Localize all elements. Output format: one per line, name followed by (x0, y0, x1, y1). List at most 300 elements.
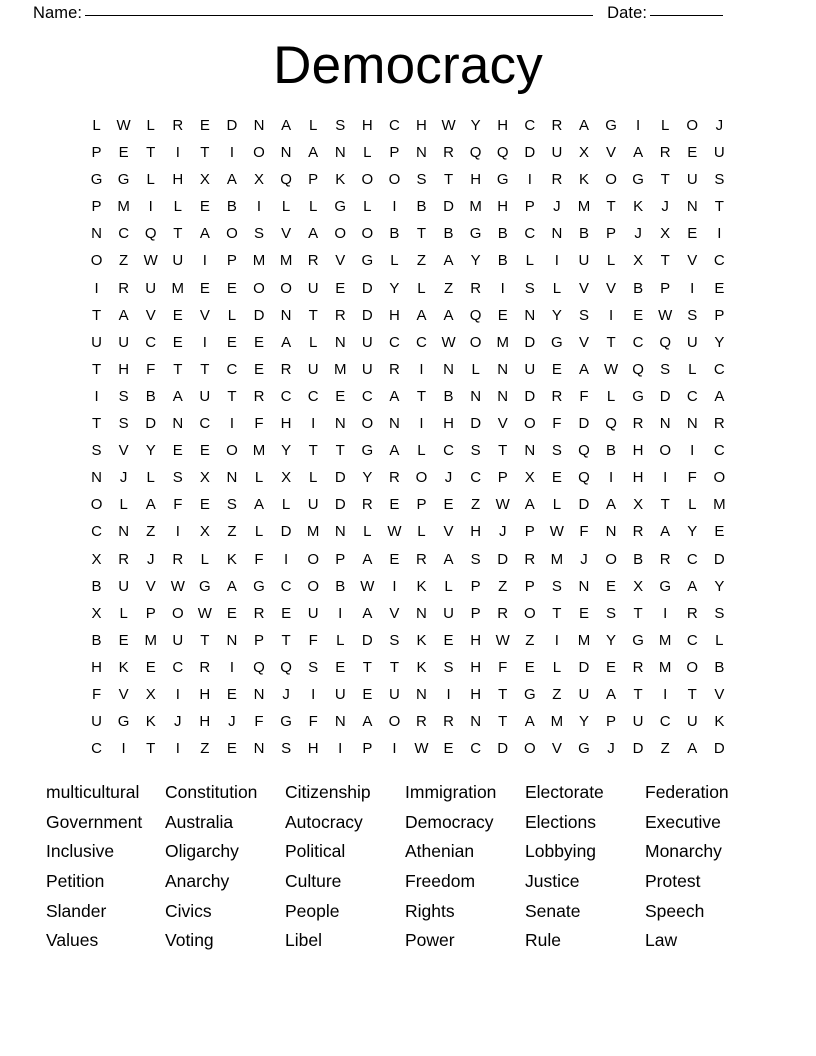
grid-cell[interactable]: N (659, 415, 671, 433)
grid-cell[interactable]: C (686, 631, 698, 649)
grid-cell[interactable]: Q (280, 658, 292, 676)
grid-cell[interactable]: T (173, 360, 183, 378)
grid-cell[interactable]: R (253, 387, 265, 405)
grid-cell[interactable]: U (172, 631, 184, 649)
grid-cell[interactable]: I (419, 415, 424, 433)
grid-cell[interactable]: P (91, 144, 102, 162)
grid-cell[interactable]: O (361, 415, 374, 433)
grid-cell[interactable]: O (415, 469, 428, 487)
grid-cell[interactable]: B (497, 225, 508, 243)
grid-cell[interactable]: F (173, 496, 183, 514)
grid-cell[interactable]: A (226, 171, 237, 189)
grid-cell[interactable]: B (91, 577, 102, 595)
grid-cell[interactable]: A (443, 306, 454, 324)
grid-cell[interactable]: C (524, 117, 536, 134)
grid-cell[interactable]: S (118, 415, 129, 433)
grid-cell[interactable]: L (417, 523, 426, 541)
grid-cell[interactable]: L (200, 550, 210, 568)
grid-cell[interactable]: L (606, 252, 616, 270)
grid-cell[interactable]: E (199, 198, 210, 216)
grid-cell[interactable]: P (524, 198, 535, 216)
grid-cell[interactable]: P (335, 550, 346, 568)
grid-cell[interactable]: C (443, 442, 454, 460)
grid-cell[interactable]: L (173, 198, 182, 216)
grid-cell[interactable]: A (606, 685, 617, 703)
grid-cell[interactable]: R (632, 523, 644, 541)
grid-cell[interactable]: D (578, 658, 590, 676)
grid-cell[interactable]: B (226, 198, 237, 216)
grid-cell[interactable]: R (334, 306, 346, 324)
grid-cell[interactable]: E (118, 144, 129, 162)
word-list-item[interactable]: multicultural (46, 782, 140, 802)
word-list-item[interactable]: Electorate (525, 782, 604, 802)
grid-cell[interactable]: M (658, 658, 672, 676)
grid-cell[interactable]: B (497, 252, 508, 270)
grid-cell[interactable]: C (416, 333, 427, 351)
grid-cell[interactable]: O (253, 144, 265, 162)
grid-cell[interactable]: B (606, 442, 617, 460)
grid-cell[interactable]: I (554, 631, 559, 649)
grid-cell[interactable]: N (118, 523, 130, 541)
grid-cell[interactable]: I (94, 387, 99, 405)
grid-cell[interactable]: D (659, 387, 671, 405)
grid-cell[interactable]: G (605, 117, 617, 134)
grid-cell[interactable]: U (307, 279, 319, 297)
grid-cell[interactable]: H (470, 685, 482, 703)
grid-cell[interactable]: I (148, 198, 153, 216)
grid-cell[interactable]: J (282, 685, 290, 703)
grid-cell[interactable]: J (553, 198, 561, 216)
word-list-item[interactable]: Autocracy (285, 811, 363, 832)
grid-cell[interactable]: L (390, 252, 399, 270)
grid-cell[interactable]: R (361, 496, 373, 514)
grid-cell[interactable]: I (527, 171, 532, 189)
grid-cell[interactable]: B (714, 658, 725, 676)
grid-cell[interactable]: G (117, 171, 130, 189)
grid-cell[interactable]: T (660, 252, 670, 270)
grid-cell[interactable]: G (632, 631, 644, 649)
grid-cell[interactable]: P (416, 496, 427, 514)
grid-cell[interactable]: A (633, 144, 644, 162)
grid-cell[interactable]: A (606, 496, 617, 514)
grid-cell[interactable]: S (172, 469, 183, 487)
grid-cell[interactable]: W (549, 523, 564, 541)
grid-cell[interactable]: C (524, 225, 536, 243)
grid-cell[interactable]: C (470, 740, 482, 758)
grid-cell[interactable]: N (470, 713, 482, 731)
grid-cell[interactable]: R (686, 604, 698, 622)
grid-cell[interactable]: O (605, 550, 617, 568)
grid-cell[interactable]: Q (280, 171, 292, 189)
grid-cell[interactable]: T (633, 685, 643, 703)
grid-cell[interactable]: G (496, 171, 509, 189)
grid-cell[interactable]: O (713, 469, 726, 487)
grid-cell[interactable]: W (360, 577, 375, 595)
grid-cell[interactable]: W (414, 740, 429, 758)
grid-cell[interactable]: I (554, 252, 559, 270)
grid-cell[interactable]: L (119, 604, 128, 622)
grid-cell[interactable]: Q (578, 469, 590, 487)
grid-cell[interactable]: T (308, 306, 318, 324)
grid-cell[interactable]: W (143, 252, 158, 270)
grid-cell[interactable]: G (280, 713, 292, 731)
grid-cell[interactable]: C (91, 523, 102, 541)
grid-cell[interactable]: N (334, 333, 346, 351)
grid-cell[interactable]: K (118, 658, 129, 676)
grid-cell[interactable]: A (172, 387, 183, 405)
word-list-item[interactable]: Culture (285, 871, 342, 892)
grid-cell[interactable]: U (713, 144, 725, 162)
grid-cell[interactable]: X (199, 171, 210, 189)
grid-cell[interactable]: N (280, 306, 292, 324)
grid-cell[interactable]: B (335, 577, 346, 595)
grid-cell[interactable]: X (524, 469, 535, 487)
grid-cell[interactable]: O (605, 171, 617, 189)
word-list-item[interactable]: Slander (46, 900, 107, 921)
grid-cell[interactable]: S (308, 658, 319, 676)
grid-cell[interactable]: N (91, 225, 102, 243)
grid-cell[interactable]: X (91, 604, 102, 622)
grid-cell[interactable]: I (229, 415, 235, 433)
grid-cell[interactable]: E (172, 306, 183, 324)
grid-cell[interactable]: D (632, 740, 644, 758)
grid-cell[interactable]: L (119, 496, 128, 514)
grid-cell[interactable]: T (687, 685, 697, 703)
word-list-item[interactable]: Law (645, 930, 678, 951)
grid-cell[interactable]: E (362, 685, 373, 703)
grid-cell[interactable]: N (253, 685, 265, 703)
grid-cell[interactable]: I (229, 658, 235, 676)
grid-cell[interactable]: H (632, 442, 644, 460)
grid-cell[interactable]: H (416, 117, 427, 134)
grid-cell[interactable]: Q (469, 144, 482, 162)
grid-cell[interactable]: G (551, 333, 563, 351)
grid-cell[interactable]: T (660, 171, 670, 189)
grid-cell[interactable]: M (144, 631, 157, 649)
grid-cell[interactable]: I (311, 685, 316, 703)
grid-cell[interactable]: G (632, 387, 644, 405)
grid-cell[interactable]: H (172, 171, 184, 189)
grid-cell[interactable]: C (388, 117, 400, 134)
grid-cell[interactable]: T (146, 144, 156, 162)
grid-cell[interactable]: R (172, 550, 184, 568)
grid-cell[interactable]: E (606, 577, 617, 595)
grid-cell[interactable]: S (416, 171, 427, 189)
grid-cell[interactable]: B (578, 225, 589, 243)
grid-cell[interactable]: N (253, 740, 265, 758)
grid-cell[interactable]: A (443, 252, 454, 270)
grid-cell[interactable]: A (524, 496, 535, 514)
grid-cell[interactable]: E (551, 360, 562, 378)
grid-cell[interactable]: T (633, 604, 643, 622)
grid-cell[interactable]: T (308, 442, 318, 460)
grid-cell[interactable]: R (497, 604, 509, 622)
grid-cell[interactable]: I (608, 469, 614, 487)
grid-cell[interactable]: A (389, 442, 400, 460)
grid-cell[interactable]: O (226, 442, 238, 460)
word-list-item[interactable]: Monarchy (645, 841, 722, 862)
grid-cell[interactable]: J (715, 117, 724, 134)
grid-cell[interactable]: N (578, 577, 590, 595)
grid-cell[interactable]: I (392, 198, 397, 216)
grid-cell[interactable]: G (334, 198, 347, 216)
grid-cell[interactable]: J (607, 740, 615, 758)
grid-cell[interactable]: N (686, 415, 698, 433)
grid-cell[interactable]: C (713, 442, 725, 460)
grid-cell[interactable]: L (688, 360, 697, 378)
grid-cell[interactable]: O (686, 658, 699, 676)
grid-cell[interactable]: R (388, 469, 400, 487)
word-list-item[interactable]: People (285, 900, 340, 921)
grid-cell[interactable]: D (443, 198, 454, 216)
grid-cell[interactable]: Q (253, 658, 265, 676)
grid-cell[interactable]: T (416, 225, 427, 243)
grid-cell[interactable]: N (524, 306, 536, 324)
grid-cell[interactable]: G (253, 577, 265, 595)
grid-cell[interactable]: W (658, 306, 673, 324)
grid-cell[interactable]: I (690, 279, 695, 297)
grid-cell[interactable]: S (470, 550, 481, 568)
grid-cell[interactable]: I (392, 577, 397, 595)
grid-cell[interactable]: O (523, 415, 536, 433)
grid-cell[interactable]: Y (470, 117, 481, 134)
grid-cell[interactable]: U (686, 171, 698, 189)
grid-cell[interactable]: L (661, 117, 670, 134)
grid-cell[interactable]: X (281, 469, 292, 487)
grid-cell[interactable]: A (443, 550, 454, 568)
grid-cell[interactable]: L (552, 496, 562, 514)
grid-cell[interactable]: L (552, 658, 562, 676)
grid-cell[interactable]: S (551, 442, 562, 460)
grid-cell[interactable]: X (660, 225, 671, 243)
grid-cell[interactable]: C (470, 469, 482, 487)
grid-cell[interactable]: B (443, 225, 454, 243)
grid-cell[interactable]: T (606, 333, 616, 351)
word-list-item[interactable]: Athenian (405, 841, 475, 862)
grid-cell[interactable]: P (497, 469, 508, 487)
grid-cell[interactable]: U (686, 333, 698, 351)
grid-cell[interactable]: L (363, 144, 372, 162)
grid-cell[interactable]: E (578, 604, 589, 622)
grid-cell[interactable]: V (199, 306, 210, 324)
grid-cell[interactable]: Y (687, 523, 698, 541)
grid-cell[interactable]: S (660, 360, 671, 378)
grid-cell[interactable]: F (254, 713, 264, 731)
word-list-item[interactable]: Anarchy (165, 871, 230, 892)
grid-cell[interactable]: E (226, 685, 237, 703)
grid-cell[interactable]: Y (551, 306, 562, 324)
grid-cell[interactable]: C (686, 550, 698, 568)
grid-cell[interactable]: U (686, 713, 698, 731)
grid-cell[interactable]: W (170, 577, 185, 595)
word-list-item[interactable]: Speech (645, 900, 705, 921)
grid-cell[interactable]: N (253, 117, 265, 134)
grid-cell[interactable]: E (226, 740, 237, 758)
grid-cell[interactable]: M (577, 198, 591, 216)
grid-cell[interactable]: H (470, 171, 482, 189)
grid-cell[interactable]: T (200, 360, 210, 378)
grid-cell[interactable]: I (229, 144, 235, 162)
grid-cell[interactable]: Q (659, 333, 672, 351)
grid-cell[interactable]: A (199, 225, 210, 243)
grid-cell[interactable]: H (307, 740, 319, 758)
grid-cell[interactable]: I (636, 117, 641, 134)
grid-cell[interactable]: A (687, 740, 698, 758)
grid-cell[interactable]: T (200, 631, 210, 649)
grid-cell[interactable]: W (603, 360, 619, 378)
grid-cell[interactable]: L (444, 577, 453, 595)
grid-cell[interactable]: E (443, 631, 454, 649)
grid-cell[interactable]: M (252, 252, 266, 270)
grid-cell[interactable]: E (226, 279, 237, 297)
grid-cell[interactable]: N (416, 604, 427, 622)
grid-cell[interactable]: R (632, 415, 644, 433)
grid-cell[interactable]: M (550, 713, 564, 731)
grid-cell[interactable]: W (387, 523, 402, 541)
grid-cell[interactable]: L (417, 279, 426, 297)
grid-cell[interactable]: U (578, 252, 590, 270)
grid-cell[interactable]: S (389, 631, 400, 649)
grid-cell[interactable]: L (606, 387, 616, 405)
grid-cell[interactable]: E (172, 333, 183, 351)
grid-cell[interactable]: O (90, 252, 103, 270)
name-answer-line[interactable] (85, 14, 593, 16)
grid-cell[interactable]: S (714, 171, 725, 189)
grid-cell[interactable]: M (550, 550, 564, 568)
grid-cell[interactable]: A (687, 577, 698, 595)
grid-cell[interactable]: E (443, 496, 454, 514)
grid-cell[interactable]: F (146, 360, 156, 378)
grid-cell[interactable]: L (227, 306, 237, 324)
grid-cell[interactable]: I (690, 442, 695, 460)
grid-cell[interactable]: A (660, 523, 671, 541)
grid-cell[interactable]: Q (605, 415, 617, 433)
grid-cell[interactable]: U (361, 333, 373, 351)
grid-cell[interactable]: A (362, 604, 373, 622)
grid-cell[interactable]: Q (496, 144, 509, 162)
grid-cell[interactable]: J (228, 713, 236, 731)
grid-cell[interactable]: M (496, 333, 509, 351)
grid-cell[interactable]: R (253, 604, 265, 622)
grid-cell[interactable]: N (551, 225, 563, 243)
grid-cell[interactable]: T (416, 387, 427, 405)
grid-cell[interactable]: E (199, 496, 210, 514)
grid-cell[interactable]: I (121, 740, 126, 758)
grid-cell[interactable]: H (632, 469, 644, 487)
grid-cell[interactable]: M (713, 496, 726, 514)
grid-cell[interactable]: B (145, 387, 156, 405)
grid-cell[interactable]: E (524, 658, 535, 676)
grid-cell[interactable]: V (714, 685, 725, 703)
grid-cell[interactable]: D (361, 631, 373, 649)
grid-cell[interactable]: S (254, 225, 265, 243)
grid-cell[interactable]: D (578, 415, 590, 433)
grid-cell[interactable]: S (578, 306, 589, 324)
grid-cell[interactable]: O (226, 225, 238, 243)
grid-cell[interactable]: A (145, 496, 156, 514)
word-list-item[interactable]: Government (46, 811, 143, 832)
grid-cell[interactable]: N (334, 144, 346, 162)
grid-cell[interactable]: I (717, 225, 722, 243)
grid-cell[interactable]: V (389, 604, 400, 622)
grid-cell[interactable]: M (658, 631, 672, 649)
grid-cell[interactable]: D (334, 496, 346, 514)
grid-cell[interactable]: G (361, 252, 374, 270)
grid-cell[interactable]: G (578, 740, 590, 758)
grid-cell[interactable]: C (659, 713, 671, 731)
grid-cell[interactable]: L (715, 631, 724, 649)
word-list-item[interactable]: Voting (165, 930, 214, 951)
grid-cell[interactable]: H (470, 631, 482, 649)
grid-cell[interactable]: O (659, 442, 672, 460)
grid-cell[interactable]: M (469, 198, 482, 216)
grid-cell[interactable]: T (498, 685, 508, 703)
grid-cell[interactable]: R (713, 415, 725, 433)
grid-cell[interactable]: J (119, 469, 128, 487)
grid-cell[interactable]: L (281, 198, 291, 216)
grid-cell[interactable]: U (307, 360, 319, 378)
grid-cell[interactable]: G (90, 171, 103, 189)
grid-cell[interactable]: A (416, 306, 427, 324)
grid-cell[interactable]: N (334, 523, 346, 541)
grid-cell[interactable]: V (118, 442, 129, 460)
grid-cell[interactable]: N (226, 631, 238, 649)
grid-cell[interactable]: I (175, 144, 180, 162)
grid-cell[interactable]: C (686, 387, 698, 405)
grid-cell[interactable]: T (498, 713, 508, 731)
grid-cell[interactable]: T (389, 658, 399, 676)
word-list-item[interactable]: Freedom (405, 871, 476, 892)
grid-cell[interactable]: E (714, 523, 725, 541)
grid-cell[interactable]: R (280, 360, 292, 378)
grid-cell[interactable]: L (471, 360, 480, 378)
grid-cell[interactable]: J (146, 550, 155, 568)
grid-cell[interactable]: K (145, 713, 156, 731)
grid-cell[interactable]: Z (552, 685, 562, 703)
grid-cell[interactable]: O (307, 577, 319, 595)
grid-cell[interactable]: R (443, 713, 454, 731)
grid-cell[interactable]: H (199, 685, 211, 703)
grid-cell[interactable]: V (497, 415, 508, 433)
grid-cell[interactable]: N (524, 442, 536, 460)
grid-cell[interactable]: O (171, 604, 184, 622)
grid-cell[interactable]: V (606, 144, 617, 162)
word-list-item[interactable]: Protest (645, 871, 701, 892)
grid-cell[interactable]: P (145, 604, 156, 622)
grid-cell[interactable]: R (172, 117, 184, 134)
grid-cell[interactable]: I (338, 740, 343, 758)
grid-cell[interactable]: E (281, 604, 292, 622)
grid-cell[interactable]: R (632, 658, 644, 676)
grid-cell[interactable]: E (389, 550, 400, 568)
grid-cell[interactable]: D (253, 306, 265, 324)
grid-cell[interactable]: O (388, 713, 401, 731)
grid-cell[interactable]: X (254, 171, 265, 189)
grid-cell[interactable]: E (226, 604, 237, 622)
grid-cell[interactable]: X (633, 496, 644, 514)
grid-cell[interactable]: U (91, 713, 102, 731)
word-list-item[interactable]: Constitution (165, 782, 258, 802)
grid-cell[interactable]: P (524, 577, 535, 595)
grid-cell[interactable]: N (334, 713, 346, 731)
grid-cell[interactable]: T (146, 740, 156, 758)
grid-cell[interactable]: W (441, 333, 456, 351)
grid-cell[interactable]: J (634, 225, 642, 243)
grid-cell[interactable]: W (197, 604, 212, 622)
grid-cell[interactable]: F (687, 469, 697, 487)
grid-cell[interactable]: H (470, 658, 482, 676)
grid-cell[interactable]: T (362, 658, 372, 676)
